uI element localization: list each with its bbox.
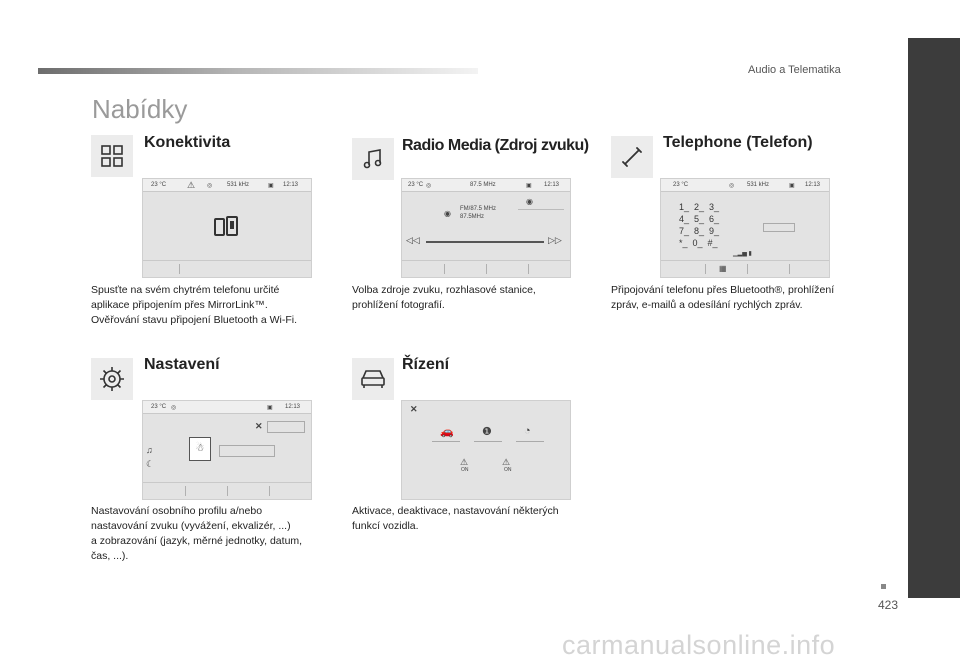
desc-line: Aktivace, deaktivace, nastavování některých [352, 505, 559, 517]
mirrorlink-phones-icon[interactable] [213, 215, 239, 241]
drive-mode-icon[interactable]: ❶ [482, 426, 492, 438]
desc-line: Spusťte na svém chytrém telefonu určité [91, 284, 280, 296]
desc-telephone [611, 283, 834, 313]
temperature: 23 °C [673, 182, 689, 188]
radio-icon: ◎ [171, 405, 177, 411]
desc-line: Nastavování osobního profilu a/nebo [91, 505, 263, 517]
status-on-label: ON [461, 467, 469, 473]
keypad-row[interactable]: *_ 0_ #_ [679, 238, 718, 248]
desc-rizeni [352, 504, 559, 534]
screen-rizeni [401, 400, 571, 500]
card-icon: ▣ [268, 183, 274, 189]
vehicle-function-icon[interactable]: 🚗 [440, 426, 454, 438]
desc-line: Volba zdroje zvuku, rozhlasové stanice, [352, 284, 536, 296]
side-tab-bar [908, 38, 960, 598]
profile-icon[interactable]: ☃ [189, 437, 211, 461]
frequency-slider[interactable] [426, 241, 544, 243]
frequency: 87.5 MHz [470, 182, 496, 188]
keypad-icon[interactable]: ▦ [719, 264, 727, 273]
lane-assist-icon[interactable]: ⚠ [502, 457, 511, 467]
night-mode-icon[interactable]: ☾ [146, 459, 155, 469]
seek-forward-icon[interactable]: ▷▷ [548, 235, 562, 245]
status-bar [143, 401, 311, 414]
section-title-rizeni: Řízení [402, 356, 450, 373]
temperature: 23 °C [408, 182, 424, 188]
seek-back-icon[interactable]: ◁◁ [406, 235, 420, 245]
station-line2: 87.5MHz [460, 214, 485, 220]
bottom-bar [143, 260, 311, 277]
status-bar [661, 179, 829, 192]
car-icon [352, 358, 394, 400]
watermark: carmanualsonline.info [562, 630, 836, 660]
radio-icon: ◎ [426, 183, 432, 189]
phone-icon [611, 136, 653, 178]
option-field[interactable] [267, 421, 305, 433]
page-marker [881, 584, 886, 589]
time: 12:13 [285, 404, 301, 410]
desc-radio [352, 283, 536, 313]
desc-line: a zobrazování (jazyk, měrné jednotky, datum, [91, 535, 303, 547]
profile-field[interactable] [219, 445, 275, 457]
card-icon: ▣ [526, 183, 532, 189]
close-icon[interactable]: ✕ [410, 404, 418, 414]
keypad-row[interactable]: 1_ 2_ 3_ [679, 202, 720, 212]
keypad-row[interactable]: 7_ 8_ 9_ [679, 226, 720, 236]
status-bar [402, 179, 570, 192]
card-icon: ▣ [267, 405, 273, 411]
section-title-nastaveni: Nastavení [144, 356, 220, 373]
keypad-row[interactable]: 4_ 5_ 6_ [679, 214, 720, 224]
status-bar [143, 179, 311, 192]
bottom-bar [661, 260, 829, 277]
header-title: Audio a Telematika [748, 64, 841, 76]
desc-konektivita [91, 283, 297, 328]
connectivity-icon [91, 135, 133, 177]
section-title-telephone: Telephone (Telefon) [663, 134, 813, 151]
screen-nastaveni [142, 400, 312, 500]
close-icon[interactable]: ✕ [255, 421, 263, 431]
radio-icon: ◎ [207, 183, 213, 189]
dial-keypad[interactable] [679, 201, 719, 249]
status-on-label: ON [504, 467, 512, 473]
header-decoration-bar [38, 68, 478, 74]
page-title: Nabídky [92, 94, 188, 124]
section-title-konektivita: Konektivita [144, 134, 231, 151]
screen-konektivita [142, 178, 312, 278]
temperature: 23 °C [151, 182, 167, 188]
desc-line: zpráv, e-mailů a odesílání rychlých zpráv. [611, 299, 803, 311]
desc-line: prohlížení fotografií. [352, 299, 445, 311]
time: 12:13 [805, 182, 821, 188]
time: 12:13 [283, 182, 299, 188]
gauge-icon[interactable]: ◔ [524, 425, 531, 437]
screen-radio [401, 178, 571, 278]
frequency: 531 kHz [227, 182, 250, 188]
desc-line: čas, ...). [91, 550, 129, 562]
frequency: 531 kHz [747, 182, 770, 188]
parking-sensor-icon[interactable]: ⚠ [460, 457, 469, 467]
desc-line: funkcí vozidla. [352, 520, 419, 532]
radio-icon: ◎ [729, 183, 735, 189]
bottom-bar [143, 482, 311, 499]
station-line1: FM/87.5 MHz [460, 206, 497, 212]
screen-telephone [660, 178, 830, 278]
desc-nastaveni [91, 504, 302, 564]
section-title-radio: Radio Media (Zdroj zvuku) [402, 137, 589, 154]
antenna-icon[interactable]: ◉ [526, 197, 533, 206]
temperature: 23 °C [151, 404, 167, 410]
desc-line: nastavování zvuku (vyvážení, ekvalizér, ...) [91, 520, 291, 532]
music-note-icon [352, 138, 394, 180]
number-field[interactable] [763, 223, 795, 232]
desc-line: Ověřování stavu připojení Bluetooth a Wi-Fi. [91, 314, 298, 326]
audio-settings-icon[interactable]: ♫ [146, 445, 153, 455]
signal-battery-icon: ▁▂▅ ▮ [733, 251, 752, 257]
time: 12:13 [544, 182, 560, 188]
settings-gear-icon [91, 358, 133, 400]
page-number: 423 [878, 598, 899, 612]
card-icon: ▣ [789, 183, 795, 189]
desc-line: aplikace připojením přes MirrorLink™. [91, 299, 268, 311]
warning-icon: ⚠ [187, 180, 196, 190]
station-logo-icon: ◉ [444, 209, 451, 218]
bottom-bar [402, 260, 570, 277]
desc-line: Připojování telefonu přes Bluetooth®, prohlížení [611, 284, 835, 296]
